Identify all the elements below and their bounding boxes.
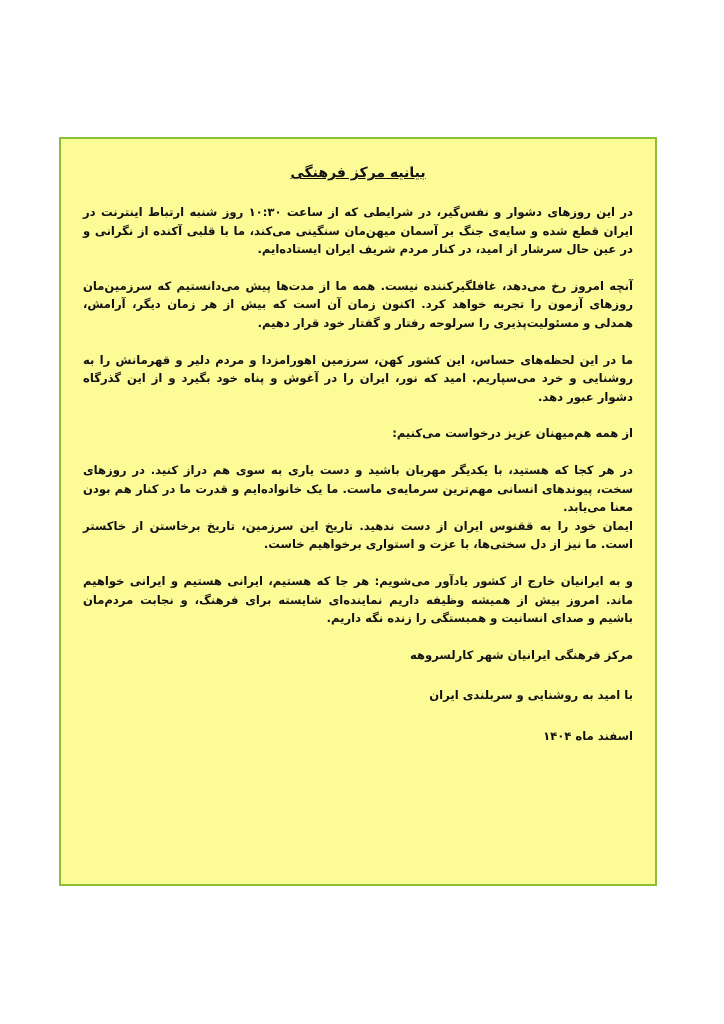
paragraph-diaspora: و به ایرانیان خارج از کشور یادآور می‌شویم: هر جا که هستیم، ایرانی هستیم و ایرانی خواهیم ماند. امروز بیش از همیشه وظیفه داریم نماینده‌ای شایسته برای فرهنگ، و نجابت مردم‌مان باشیم و صدای انسانیت و همبستگی را زنده نگه داریم. (83, 573, 633, 626)
paragraph-phoenix: ایمان خود را به ققنوس ایران از دست ندهید. تاریخ این سرزمین، تاریخ برخاستن از خاکستر است. ما نیز از دل سختی‌ها، با عزت و استواری برخواهیم خاست. (83, 518, 633, 552)
closing-line: با امید به روشنایی و سربلندی ایران (429, 688, 633, 703)
statement-title: بیانیه مرکز فرهنگی (290, 165, 426, 181)
statement-box (59, 137, 657, 886)
signature-organization: مرکز فرهنگی ایرانیان شهر کارلسروهه (409, 647, 633, 662)
paragraph-intro: در این روزهای دشوار و نفس‌گیر، در شرایطی که از ساعت ۱۰:۳۰ روز شنبه ارتباط اینترنت در ایران قطع شده و سایه‌ی جنگ بر آسمان میهن‌مان سنگینی می‌کند، ما با قلبی آکنده از نگرانی و در عین حال سرشار از امید، در کنار مردم شریف ایران ایستاده‌ایم. (83, 205, 633, 257)
paragraph-anticipation: آنچه امروز رخ می‌دهد، غافلگیرکننده نیست. همه ما از مدت‌ها پیش می‌دانستیم که سرزمین‌مان روزهای آزمون را تجربه خواهد کرد. اکنون زمان آن است که بیش از هر زمان دیگر، آرامش، همدلی و مسئولیت‌پذیری را سرلوحه رفتار و گفتار خود قرار دهیم. (83, 278, 633, 330)
paragraph-kindness: در هر کجا که هستید، با یکدیگر مهربان باشید و دست یاری به سوی هم دراز کنید. در روزهای سخت، پیوندهای انسانی مهم‌ترین سرمایه‌ی ماست. ما یک خانواده‌ایم و قدرت ما در کنار هم بودن معنا می‌یابد. (83, 462, 633, 515)
statement-date: اسفند ماه ۱۴۰۴ (543, 728, 633, 743)
paragraph-request-heading: از همه هم‌میهنان عزیز درخواست می‌کنیم: (392, 426, 633, 441)
paragraph-entrust: ما در این لحظه‌های حساس، این کشور کهن، سرزمین اهورامزدا و مردم دلیر و قهرمانش را به روشنایی و خرد می‌سپاریم. امید که نور، ایران را در آغوش و پناه خود بگیرد و از این گذرگاه دشوار عبور دهد. (83, 352, 633, 404)
